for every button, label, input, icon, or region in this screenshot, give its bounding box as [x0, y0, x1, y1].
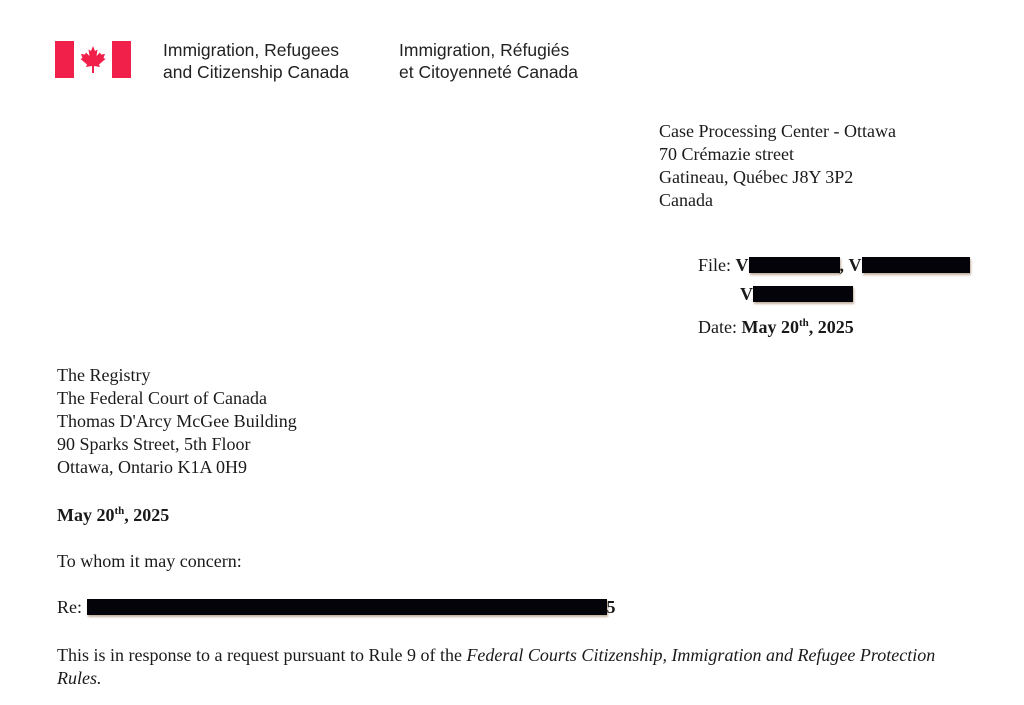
- file-numbers: [698, 254, 970, 277]
- sender-address: [659, 120, 896, 212]
- department-fr-line-2: et Citoyenneté Canada: [399, 62, 579, 82]
- letter-date-ordinal-suffix: th: [114, 505, 125, 517]
- file-number-third: [740, 283, 853, 306]
- department-name-french: [399, 39, 578, 83]
- redaction-bar: [862, 257, 970, 273]
- date-value: [741, 317, 853, 337]
- recipient-address: [57, 364, 297, 479]
- salutation: To whom it may concern:: [57, 551, 242, 571]
- department-en-line-2: and Citizenship Canada: [163, 62, 349, 82]
- department-name-english: [163, 39, 349, 83]
- sender-address-line: Canada: [659, 190, 713, 210]
- file-number-prefix: V: [735, 255, 749, 275]
- file-number-prefix: V: [740, 284, 753, 304]
- re-line: [57, 596, 616, 619]
- maple-leaf-icon: [79, 45, 107, 74]
- letter-date-month-day: May 20: [57, 505, 115, 525]
- date-month-day: May 20: [741, 317, 799, 337]
- recipient-line: Thomas D'Arcy McGee Building: [57, 411, 297, 431]
- redaction-bar: [87, 599, 607, 615]
- canada-flag-icon: [55, 41, 131, 78]
- redaction-bar: [749, 257, 840, 273]
- date-year: , 2025: [808, 317, 854, 337]
- flag-red-bar-right: [112, 41, 131, 78]
- recipient-line: The Registry: [57, 365, 151, 385]
- header-date: [698, 316, 854, 339]
- sender-address-line: 70 Crémazie street: [659, 144, 794, 164]
- sender-address-line: Gatineau, Québec J8Y 3P2: [659, 167, 854, 187]
- date-ordinal-suffix: th: [798, 317, 809, 329]
- sender-address-line: Case Processing Center - Ottawa: [659, 121, 896, 141]
- body-text: This is in response to a request pursuant to Rule 9 of the: [57, 645, 467, 665]
- recipient-line: The Federal Court of Canada: [57, 388, 267, 408]
- letter-date-year: , 2025: [124, 505, 170, 525]
- body-paragraph: [57, 644, 977, 690]
- re-label: Re:: [57, 597, 82, 617]
- recipient-line: 90 Sparks Street, 5th Floor: [57, 434, 251, 454]
- re-visible-tail: 5: [606, 597, 616, 617]
- redaction-bar: [753, 286, 853, 302]
- department-fr-line-1: Immigration, Réfugiés: [399, 40, 570, 60]
- flag-red-bar-left: [55, 41, 74, 78]
- file-separator: ,: [839, 255, 845, 275]
- letter-date: [57, 504, 169, 527]
- department-en-line-1: Immigration, Refugees: [163, 40, 340, 60]
- file-number-prefix: V: [848, 255, 862, 275]
- body-text-italic-title: Federal Courts Citizenship, Immigration and Refugee Protection Rules.: [57, 645, 936, 688]
- recipient-line: Ottawa, Ontario K1A 0H9: [57, 457, 247, 477]
- date-label: Date:: [698, 317, 737, 337]
- file-label: File:: [698, 255, 732, 275]
